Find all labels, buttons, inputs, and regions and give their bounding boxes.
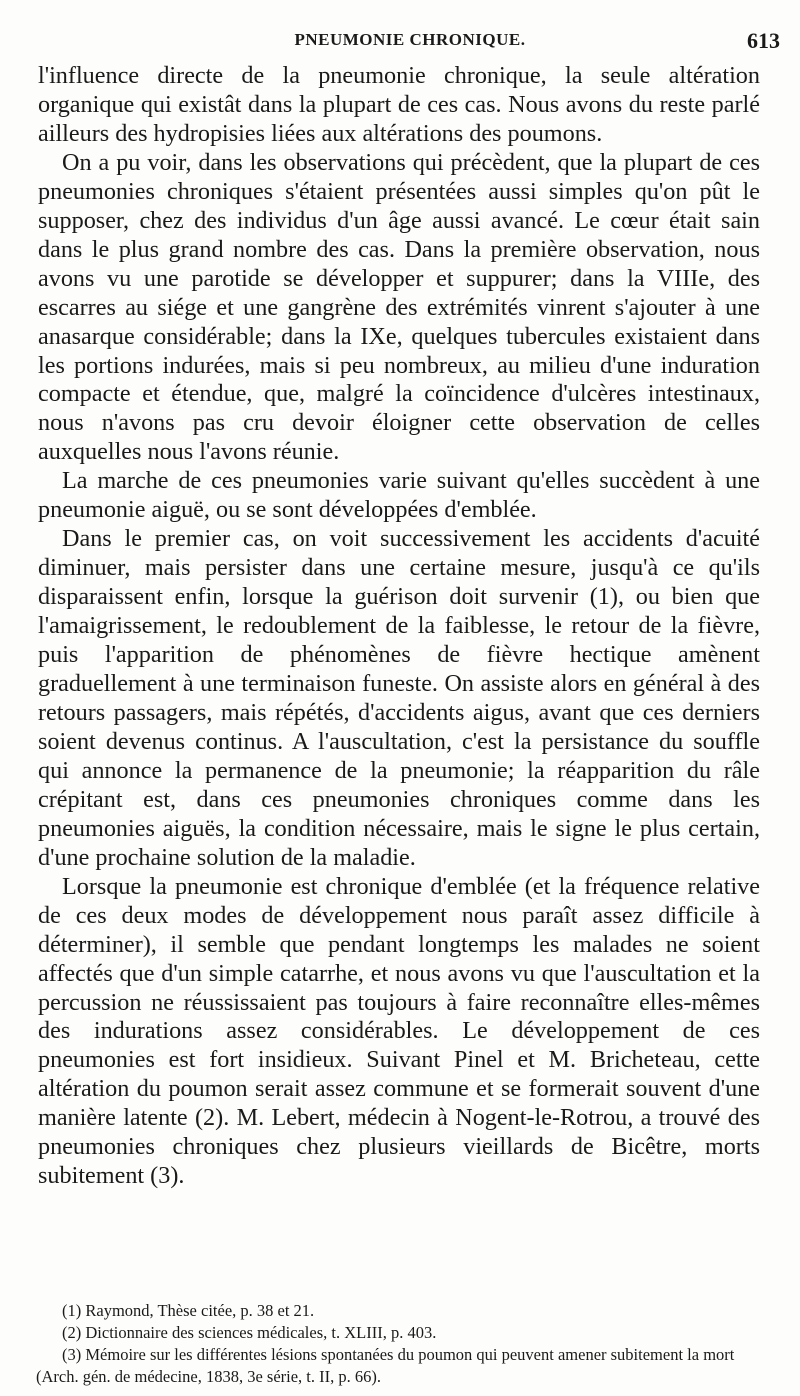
paragraph: l'influence directe de la pneumonie chronique, la seule altération organique qui existât dans la plupart de ces cas. Nous avons du reste parlé ailleurs des hydropisies liées aux altérations des poumons. <box>38 62 760 147</box>
running-head: PNEUMONIE CHRONIQUE. <box>294 30 526 49</box>
body-text <box>38 62 760 1191</box>
page-number: 613 <box>747 28 780 53</box>
footnotes <box>36 1300 770 1388</box>
paragraph: On a pu voir, dans les observations qui précèdent, que la plupart de ces pneumonies chroniques s'étaient présentées aussi simples qu'on pût le supposer, chez des individus d'un âge aussi avancé. Le cœur était sain dans le plus grand nombre des cas. Dans la première observation, nous avons vu une parotide se développer et suppurer; dans la VIIIe, des escarres au siége et une gangrène des extrémités vinrent s'ajouter à une anasarque considérable; dans la IXe, quelques tubercules existaient dans les portions indurées, mais si peu nombreux, au milieu d'une induration compacte et étendue, que, malgré la coïncidence d'ulcères intestinaux, nous n'avons pas cru devoir éloigner cette observation de celles auxquelles nous l'avons réunie. <box>38 148 760 466</box>
paragraph: Lorsque la pneumonie est chronique d'emblée (et la fréquence relative de ces deux modes de développement nous paraît assez difficile à déterminer), il semble que pendant longtemps les malades ne soient affectés que d'un simple catarrhe, et nous avons vu que l'auscultation et la percussion ne réussissaient pas toujours à faire reconnaître elles-mêmes des indurations assez considérables. Le développement de ces pneumonies est fort insidieux. Suivant Pinel et M. Bricheteau, cette altération du poumon serait assez commune et se formerait souvent d'une manière latente (2). M. Lebert, médecin à Nogent-le-Rotrou, a trouvé des pneumonies chroniques chez plusieurs vieillards de Bicêtre, morts subitement (3). <box>38 872 760 1190</box>
footnote: (3) Mémoire sur les différentes lésions spontanées du poumon qui peuvent amener subitement la mort (Arch. gén. de médecine, 1838, 3e série, t. II, p. 66). <box>36 1345 735 1386</box>
paragraph: Dans le premier cas, on voit successivement les accidents d'acuité diminuer, mais persister dans une certaine mesure, jusqu'à ce qu'ils disparaissent enfin, lorsque la guérison doit survenir (1), ou bien que l'amaigrissement, le redoublement de la faiblesse, le retour de la fièvre, puis l'apparition de phénomènes de fièvre hectique amènent graduellement à une terminaison funeste. On assiste alors en général à des retours passagers, mais répétés, d'accidents aigus, avant que ces derniers soient devenus continus. A l'auscultation, c'est la persistance du souffle qui annonce la permanence de la pneumonie; la réapparition du râle crépitant est, dans ces pneumonies chroniques comme dans les pneumonies aiguës, la condition nécessaire, mais le signe le plus certain, d'une prochaine solution de la maladie. <box>38 525 760 871</box>
footnote: (1) Raymond, Thèse citée, p. 38 et 21. <box>62 1301 315 1320</box>
footnote: (2) Dictionnaire des sciences médicales, t. XLIII, p. 403. <box>62 1323 437 1342</box>
paragraph: La marche de ces pneumonies varie suivant qu'elles succèdent à une pneumonie aiguë, ou se sont développées d'emblée. <box>38 467 760 524</box>
page-header <box>40 30 780 60</box>
